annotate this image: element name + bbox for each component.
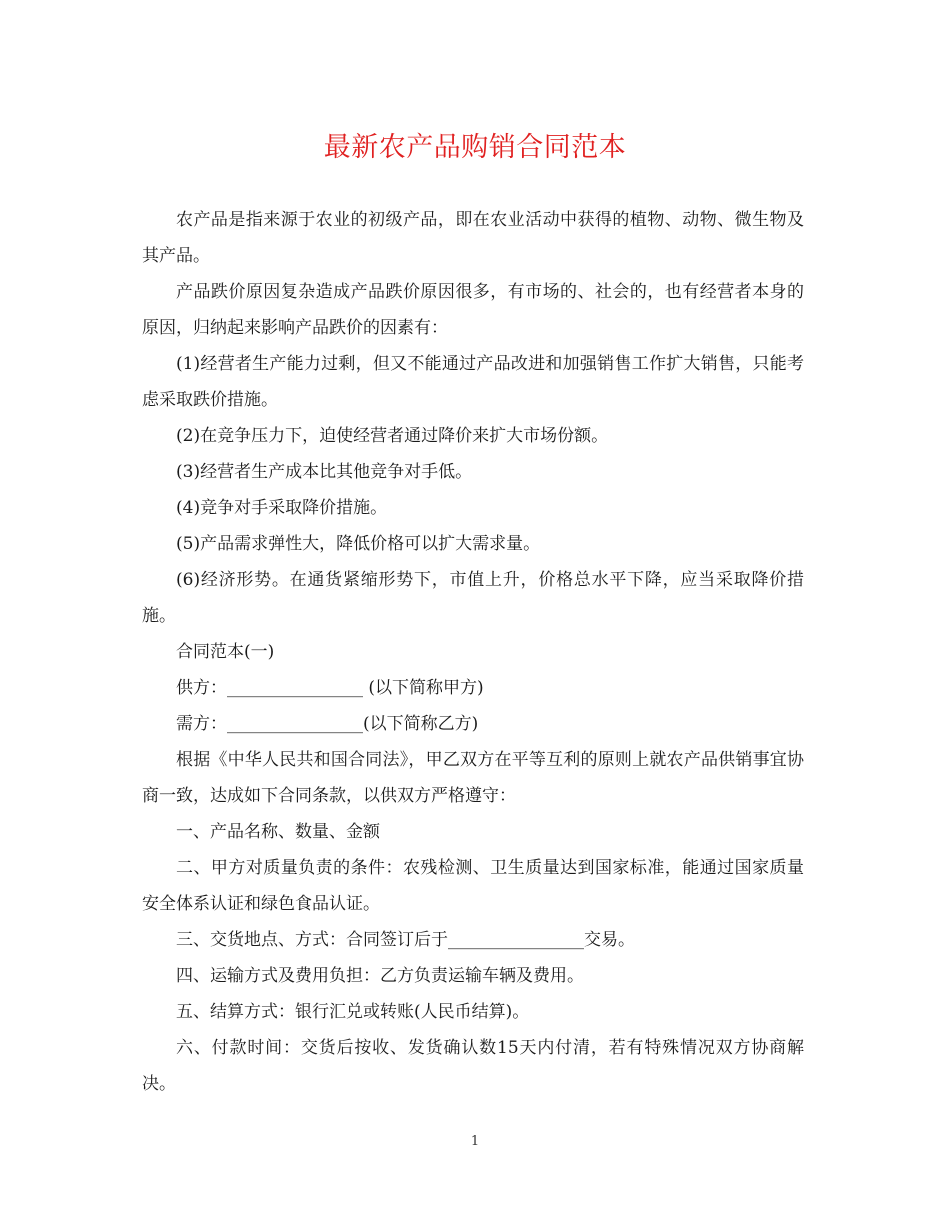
paragraph-cause-6: (6)经济形势。在通货紧缩形势下，市值上升，价格总水平下降，应当采取降价措施。 [142, 570, 804, 626]
paragraph-cause-4: (4)竞争对手采取降价措施。 [176, 498, 388, 518]
paragraph-cause-5: (5)产品需求弹性大，降低价格可以扩大需求量。 [176, 534, 541, 554]
paragraph-supplier: 供方：________________ (以下简称甲方) [176, 678, 484, 698]
clause-6: 六、付款时间：交货后按收、发货确认数15天内付清，若有特殊情况双方协商解决。 [142, 1038, 804, 1094]
paragraph-cause-2: (2)在竞争压力下，迫使经营者通过降价来扩大市场份额。 [176, 426, 609, 446]
paragraph-buyer: 需方：________________(以下简称乙方) [176, 714, 479, 734]
clause-5: 五、结算方式：银行汇兑或转账(人民币结算)。 [176, 1002, 530, 1022]
page-number: 1 [470, 1134, 480, 1149]
document-body [142, 202, 804, 1102]
paragraph-contract-heading: 合同范本(一) [176, 642, 275, 662]
clause-1: 一、产品名称、数量、金额 [176, 822, 380, 842]
paragraph-intro: 农产品是指来源于农业的初级产品，即在农业活动中获得的植物、动物、微生物及其产品。 [142, 210, 804, 266]
clause-3: 三、交货地点、方式：合同签订后于________________交易。 [176, 930, 635, 950]
document-title: 最新农产品购销合同范本 [323, 132, 627, 163]
paragraph-price-causes: 产品跌价原因复杂造成产品跌价原因很多，有市场的、社会的，也有经营者本身的原因，归纳起来影响产品跌价的因素有： [142, 282, 804, 338]
paragraph-cause-3: (3)经营者生产成本比其他竞争对手低。 [176, 462, 473, 482]
paragraph-contract-basis: 根据《中华人民共和国合同法》，甲乙双方在平等互利的原则上就农产品供销事宜协商一致，达成如下合同条款，以供双方严格遵守： [142, 750, 804, 806]
clause-2: 二、甲方对质量负责的条件：农残检测、卫生质量达到国家标准，能通过国家质量安全体系认证和绿色食品认证。 [142, 858, 804, 914]
clause-4: 四、运输方式及费用负担：乙方负责运输车辆及费用。 [176, 966, 584, 986]
paragraph-cause-1: (1)经营者生产能力过剩，但又不能通过产品改进和加强销售工作扩大销售，只能考虑采取跌价措施。 [142, 354, 804, 410]
